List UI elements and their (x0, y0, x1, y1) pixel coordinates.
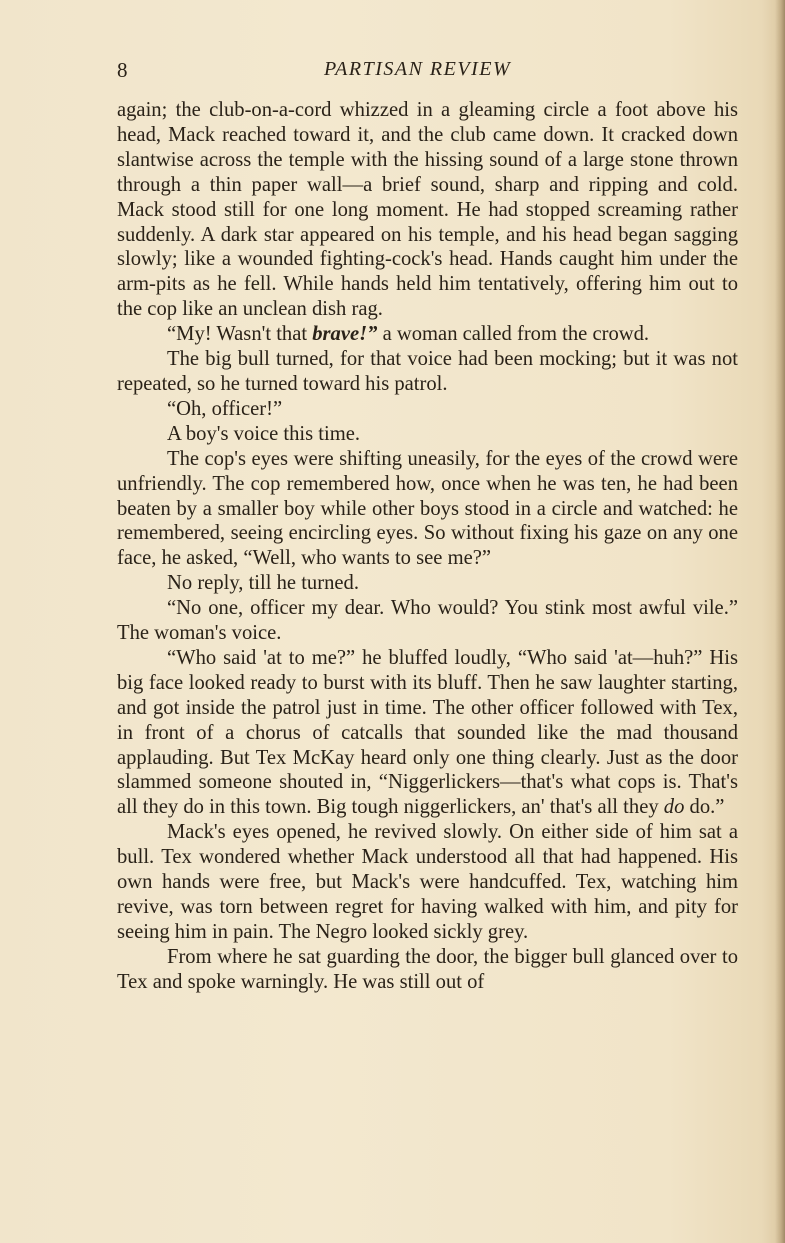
emphasized-word: brave!” (312, 323, 378, 346)
paragraph: “No one, officer my dear. Who would? You stink most awful vile.” The woman's voice. (117, 597, 738, 645)
paragraph-text: do.” (684, 796, 725, 819)
paragraph: A boy's voice this time. (167, 422, 361, 445)
page-header (117, 58, 737, 88)
paragraph (117, 646, 738, 820)
paragraph: “Oh, officer!” (167, 397, 283, 420)
paragraph: From where he sat guarding the door, the bigger bull glanced over to Tex and spoke warningly. He was still out of (117, 945, 738, 993)
paragraph-text: “Who said 'at to me?” he bluffed loudly, “Who said 'at—huh?” His big face looked ready to burst with its bluff. Then he saw laughter starting, and got inside the patrol just in time. The other officer followed with Tex, in front of a chorus of catcalls that sounded like the mad thousand applauding. But Tex McKay heard only one thing clearly. Just as the door slammed someone shouted in, “Niggerlickers—that's what cops is. That's all they do in this town. Big tough niggerlickers, an' that's all they (117, 646, 738, 819)
paragraph: again; the club-on-a-cord whizzed in a gleaming circle a foot above his head, Mack reached toward it, and the club came down. It cracked down slantwise across the temple with the hissing sound of a large stone thrown through a thin paper wall—a brief sound, sharp and ripping and cold. Mack stood still for one long moment. He had stopped screaming rather suddenly. A dark star appeared on his temple, and his head began sagging slowly; like a wounded fighting-cock's head. Hands caught him under the arm-pits as he fell. While hands held him tentatively, offering him out to the cop like an unclean dish rag. (117, 99, 738, 321)
paragraph: No reply, till he turned. (167, 572, 359, 595)
page-number: 8 (117, 58, 128, 82)
paragraph: The cop's eyes were shifting uneasily, for the eyes of the crowd were unfriendly. The cop remembered how, once when he was ten, he had been beaten by a smaller boy while other boys stood in a circle and watched: he remembered, seeing encircling eyes. So without fixing his gaze on any one face, he asked, “Well, who wants to see me?” (117, 447, 738, 570)
page-edge-shadow (775, 0, 785, 1243)
paragraph-text: “My! Wasn't that (167, 323, 313, 346)
paragraph (117, 322, 738, 347)
body-text (117, 98, 738, 995)
paragraph: The big bull turned, for that voice had been mocking; but it was not repeated, so he turned toward his patrol. (117, 348, 738, 395)
paragraph-text: a woman called from the crowd. (377, 323, 650, 346)
emphasized-word: do (663, 796, 685, 819)
paragraph: Mack's eyes opened, he revived slowly. On either side of him sat a bull. Tex wondered whether Mack understood all that had happened. His own hands were free, but Mack's were handcuffed. Tex, watching him revive, was torn between regret for having walked with him, and pity for seeing him in pain. The Negro looked sickly grey. (117, 821, 738, 943)
running-head: PARTISAN REVIEW (324, 58, 512, 80)
